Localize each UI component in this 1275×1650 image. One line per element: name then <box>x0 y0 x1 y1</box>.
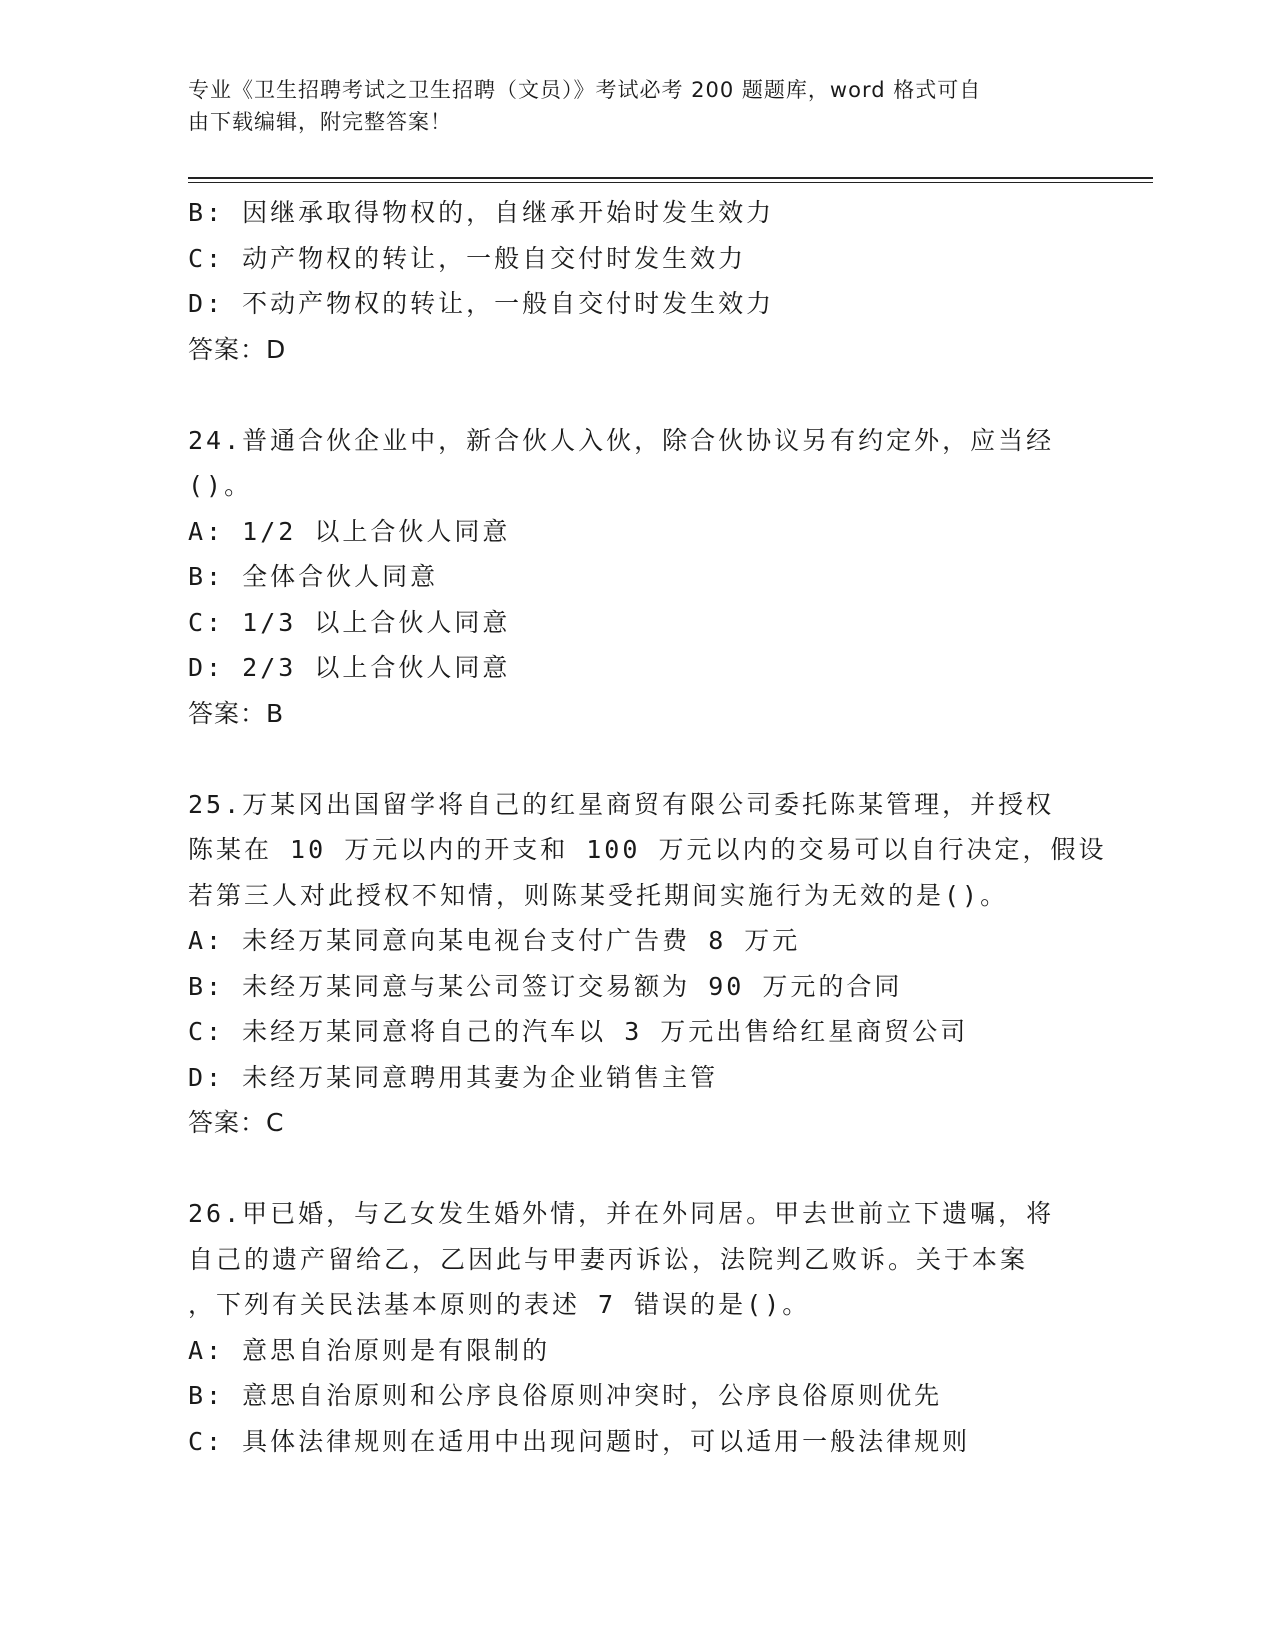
question-stem-line: 若第三人对此授权不知情，则陈某受托期间实施行为无效的是()。 <box>188 880 1009 910</box>
question-stem-line: ()。 <box>188 471 253 500</box>
option-a: A: 未经万某同意向某电视台支付广告费 8 万元 <box>188 926 801 955</box>
option-b: B: 因继承取得物权的，自继承开始时发生效力 <box>188 198 775 227</box>
question-stem-line: 25.万某冈出国留学将自己的红星商贸有限公司委托陈某管理，并授权 <box>188 789 1055 819</box>
question-23 <box>188 190 1088 372</box>
option-c: C: 动产物权的转让，一般自交付时发生效力 <box>188 243 747 273</box>
option-b: B: 意思自治原则和公序良俗原则冲突时，公序良俗原则优先 <box>188 1381 943 1410</box>
question-stem-line: 24.普通合伙企业中，新合伙人入伙，除合伙协议另有约定外，应当经 <box>188 425 1055 455</box>
document-header <box>188 74 1068 138</box>
option-d: D: 2/3 以上合伙人同意 <box>188 653 511 682</box>
option-c: C: 未经万某同意将自己的汽车以 3 万元出售给红星商贸公司 <box>188 1017 969 1046</box>
option-a: A: 意思自治原则是有限制的 <box>188 1335 551 1365</box>
document-body <box>188 190 1107 1464</box>
option-a: A: 1/2 以上合伙人同意 <box>188 516 511 546</box>
question-stem-line: 陈某在 10 万元以内的开支和 100 万元以内的交易可以自行决定，假设 <box>188 835 1107 864</box>
answer-line: 答案：B <box>188 698 285 728</box>
question-25 <box>188 782 1107 1146</box>
option-b: B: 全体合伙人同意 <box>188 562 439 591</box>
header-line-2: 由下载编辑，附完整答案！ <box>188 110 452 134</box>
header-line-1: 专业《卫生招聘考试之卫生招聘（文员）》考试必考 200 题题库，word 格式可自 <box>188 78 982 102</box>
question-stem-line: 自己的遗产留给乙，乙因此与甲妻丙诉讼，法院判乙败诉。关于本案 <box>188 1244 1029 1274</box>
option-b: B: 未经万某同意与某公司签订交易额为 90 万元的合同 <box>188 971 903 1001</box>
question-stem-line: 26.甲已婚，与乙女发生婚外情，并在外同居。甲去世前立下遗嘱，将 <box>188 1199 1055 1228</box>
header-divider-thick <box>188 177 1153 179</box>
header-divider-thin <box>188 182 1153 183</box>
option-c: C: 1/3 以上合伙人同意 <box>188 607 511 637</box>
spacer <box>188 1146 1088 1192</box>
answer-line: 答案：C <box>188 1108 285 1137</box>
question-24 <box>188 418 1088 737</box>
option-d: D: 未经万某同意聘用其妻为企业销售主管 <box>188 1062 719 1092</box>
spacer <box>188 736 1088 782</box>
answer-line: 答案：D <box>188 334 287 364</box>
option-c: C: 具体法律规则在适用中出现问题时，可以适用一般法律规则 <box>188 1426 971 1456</box>
question-26 <box>188 1191 1088 1464</box>
option-d: D: 不动产物权的转让，一般自交付时发生效力 <box>188 289 775 318</box>
question-stem-line: ，下列有关民法基本原则的表述 7 错误的是()。 <box>188 1290 811 1319</box>
spacer <box>188 372 1088 418</box>
